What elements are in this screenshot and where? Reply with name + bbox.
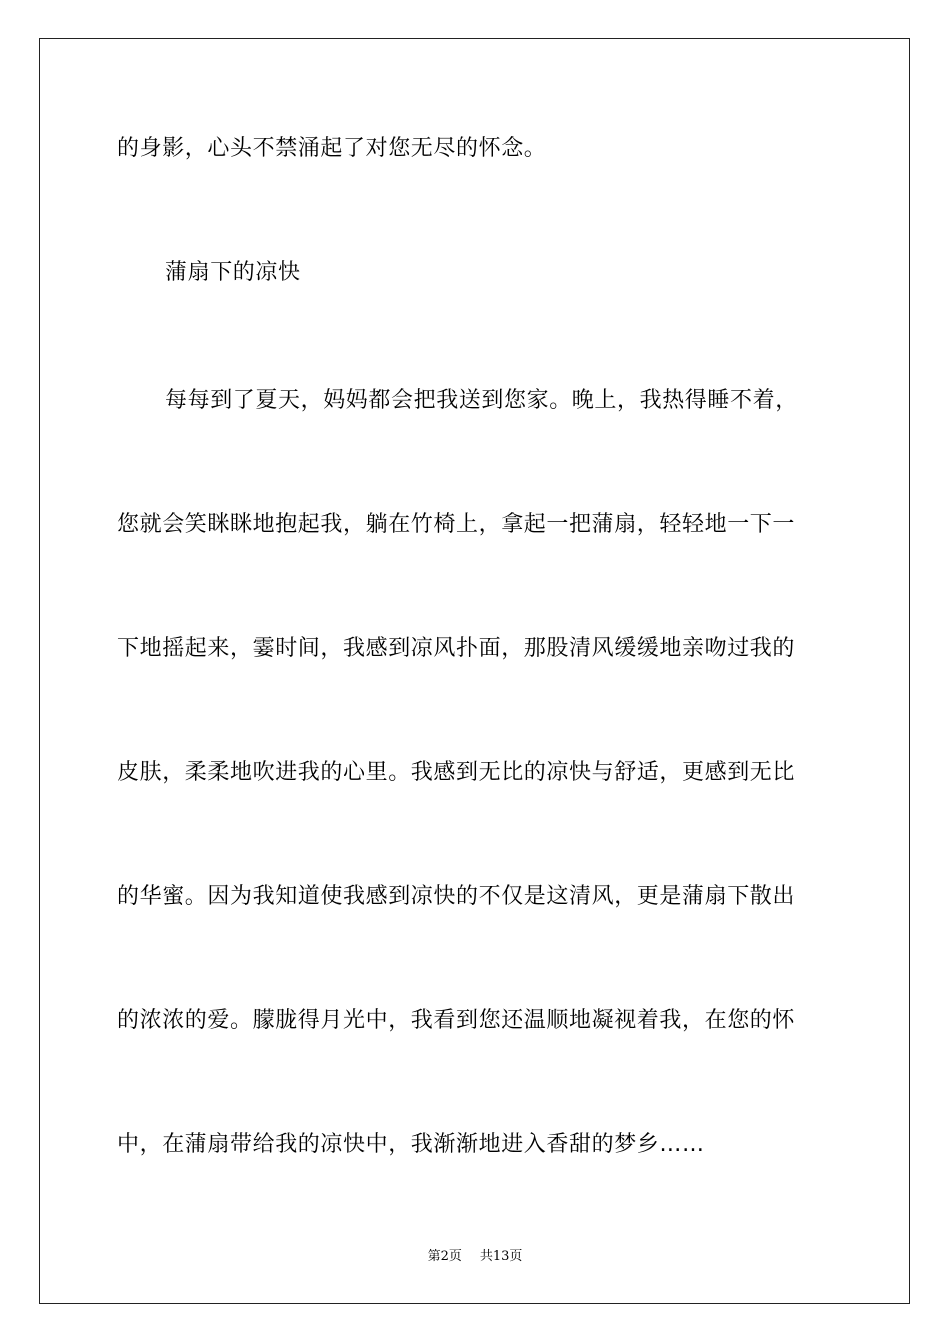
body-line: 的浓浓的爱。朦胧得月光中，我看到您还温顺地凝视着我，在您的怀 (117, 1008, 796, 1033)
section-heading: 蒲扇下的凉快 (165, 260, 301, 285)
body-line: 皮肤，柔柔地吹进我的心里。我感到无比的凉快与舒适，更感到无比 (117, 760, 796, 785)
page-border (39, 38, 910, 1304)
page-total: 共13页 (479, 1249, 523, 1264)
page-number: 第2页 (427, 1249, 462, 1264)
body-line: 每每到了夏天，妈妈都会把我送到您家。晚上，我热得睡不着， (165, 388, 798, 413)
body-line: 中，在蒲扇带给我的凉快中，我渐渐地进入香甜的梦乡…… (117, 1132, 705, 1157)
body-line: 下地摇起来，霎时间，我感到凉风扑面，那股清风缓缓地亲吻过我的 (117, 636, 796, 661)
page-footer (0, 1248, 950, 1266)
body-line: 您就会笑眯眯地抱起我，躺在竹椅上，拿起一把蒲扇，轻轻地一下一 (117, 512, 796, 537)
body-line: 的身影，心头不禁涌起了对您无尽的怀念。 (117, 136, 547, 161)
body-line: 的华蜜。因为我知道使我感到凉快的不仅是这清风，更是蒲扇下散出 (117, 884, 796, 909)
